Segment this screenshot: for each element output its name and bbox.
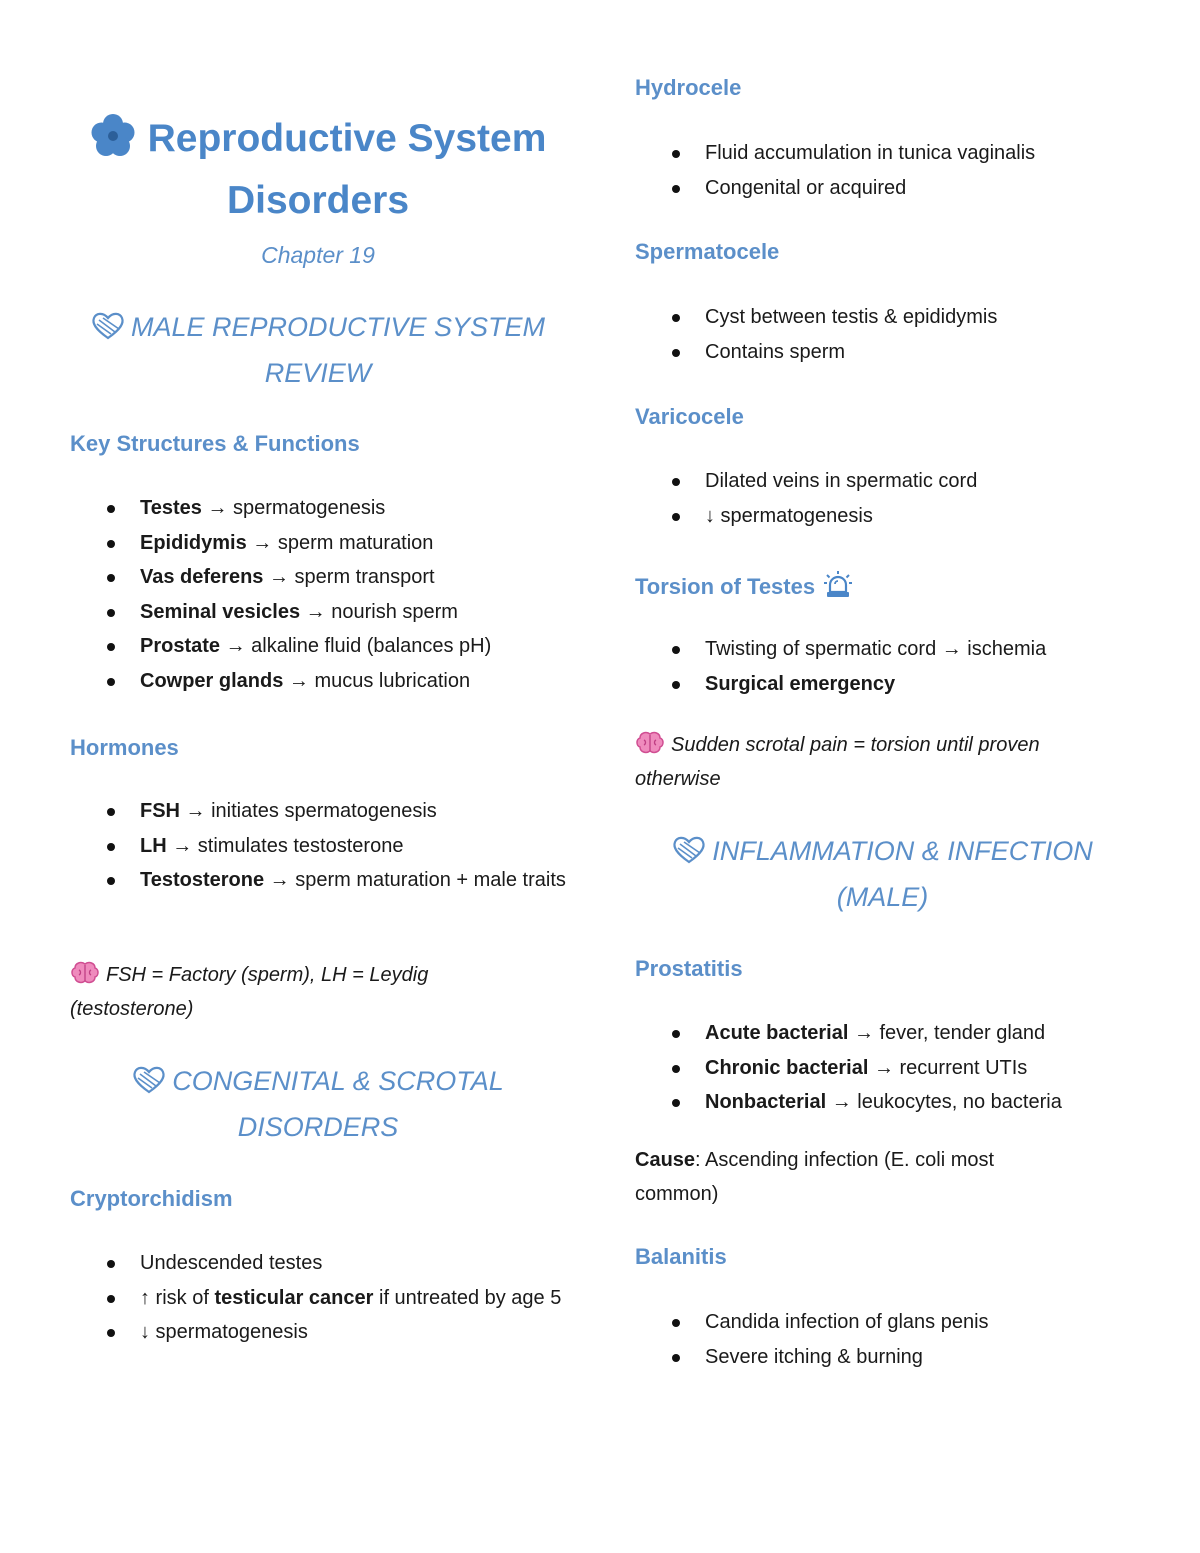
list-item: ↓ spermatogenesis bbox=[635, 499, 1125, 534]
section-title-line-2: DISORDERS bbox=[237, 1112, 399, 1142]
list-item: ↑ risk of testicular cancer if untreated by age 5 bbox=[70, 1281, 566, 1316]
heading-torsion: Torsion of Testes bbox=[635, 570, 853, 601]
hormones-list bbox=[70, 794, 566, 898]
heading-hydrocele: Hydrocele bbox=[635, 75, 742, 100]
document-header bbox=[70, 108, 566, 269]
list-item: Prostate → alkaline fluid (balances pH) bbox=[70, 629, 566, 664]
title-line-1: Reproductive System bbox=[147, 117, 547, 160]
heading-spermatocele: Spermatocele bbox=[635, 239, 780, 264]
heart-icon bbox=[91, 312, 125, 340]
balanitis-list bbox=[635, 1305, 1125, 1374]
heart-icon bbox=[132, 1066, 166, 1094]
list-item: Dilated veins in spermatic cord bbox=[635, 464, 1125, 499]
cryptorchidism-list bbox=[70, 1246, 566, 1350]
varicocele-list bbox=[635, 464, 1125, 533]
brain-icon bbox=[70, 961, 100, 985]
section-male-review bbox=[70, 304, 566, 396]
title-line-2: Disorders bbox=[226, 179, 410, 222]
section-inflammation bbox=[635, 828, 1130, 920]
heart-icon bbox=[672, 836, 706, 864]
section-title-line-1: INFLAMMATION & INFECTION bbox=[712, 836, 1093, 866]
prostatitis-list bbox=[635, 1016, 1125, 1120]
heading-balanitis: Balanitis bbox=[635, 1244, 727, 1269]
list-item: Nonbacterial → leukocytes, no bacteria bbox=[635, 1085, 1125, 1120]
list-item: Testosterone → sperm maturation + male traits bbox=[70, 863, 566, 898]
list-item: Cowper glands → mucus lubrication bbox=[70, 664, 566, 699]
flower-icon bbox=[90, 113, 136, 159]
list-item: Candida infection of glans penis bbox=[635, 1305, 1125, 1340]
section-title-line-1: MALE REPRODUCTIVE SYSTEM bbox=[130, 312, 546, 342]
list-item: Chronic bacterial → recurrent UTIs bbox=[635, 1051, 1125, 1086]
heading-varicocele: Varicocele bbox=[635, 404, 744, 429]
page-title bbox=[70, 108, 566, 232]
list-item: Severe itching & burning bbox=[635, 1340, 1125, 1375]
hormones-mnemonic: FSH = Factory (sperm), LH = Leydig (testosterone) bbox=[70, 958, 490, 1026]
list-item: Contains sperm bbox=[635, 335, 1125, 370]
section-congenital bbox=[70, 1058, 566, 1150]
heading-hormones: Hormones bbox=[70, 735, 179, 760]
list-item: Cyst between testis & epididymis bbox=[635, 300, 1125, 335]
siren-icon bbox=[823, 570, 853, 600]
list-item: Testes → spermatogenesis bbox=[70, 491, 566, 526]
list-item: LH → stimulates testosterone bbox=[70, 829, 566, 864]
list-item: Seminal vesicles → nourish sperm bbox=[70, 595, 566, 630]
list-item: Fluid accumulation in tunica vaginalis bbox=[635, 136, 1125, 171]
spermatocele-list bbox=[635, 300, 1125, 369]
chapter-subtitle: Chapter 19 bbox=[261, 242, 375, 268]
list-item: FSH → initiates spermatogenesis bbox=[70, 794, 566, 829]
heading-key-structures: Key Structures & Functions bbox=[70, 431, 360, 456]
torsion-note: Sudden scrotal pain = torsion until proven otherwise bbox=[635, 728, 1105, 796]
section-title-line-1: CONGENITAL & SCROTAL bbox=[172, 1066, 504, 1096]
list-item: Epididymis → sperm maturation bbox=[70, 526, 566, 561]
heading-cryptorchidism: Cryptorchidism bbox=[70, 1186, 233, 1211]
list-item: Surgical emergency bbox=[635, 667, 1125, 702]
section-title-line-2: (MALE) bbox=[836, 882, 929, 912]
heading-prostatitis: Prostatitis bbox=[635, 956, 743, 981]
torsion-list bbox=[635, 632, 1125, 701]
list-item: Congenital or acquired bbox=[635, 171, 1125, 206]
brain-icon bbox=[635, 731, 665, 755]
list-item: Acute bacterial → fever, tender gland bbox=[635, 1016, 1125, 1051]
prostatitis-cause: Cause: Ascending infection (E. coli most common) bbox=[635, 1149, 995, 1205]
list-item: Vas deferens → sperm transport bbox=[70, 560, 566, 595]
key-structures-list bbox=[70, 491, 566, 698]
list-item: ↓ spermatogenesis bbox=[70, 1315, 566, 1350]
section-title-line-2: REVIEW bbox=[264, 358, 372, 388]
list-item: Undescended testes bbox=[70, 1246, 566, 1281]
hydrocele-list bbox=[635, 136, 1125, 205]
list-item: Twisting of spermatic cord → ischemia bbox=[635, 632, 1125, 667]
